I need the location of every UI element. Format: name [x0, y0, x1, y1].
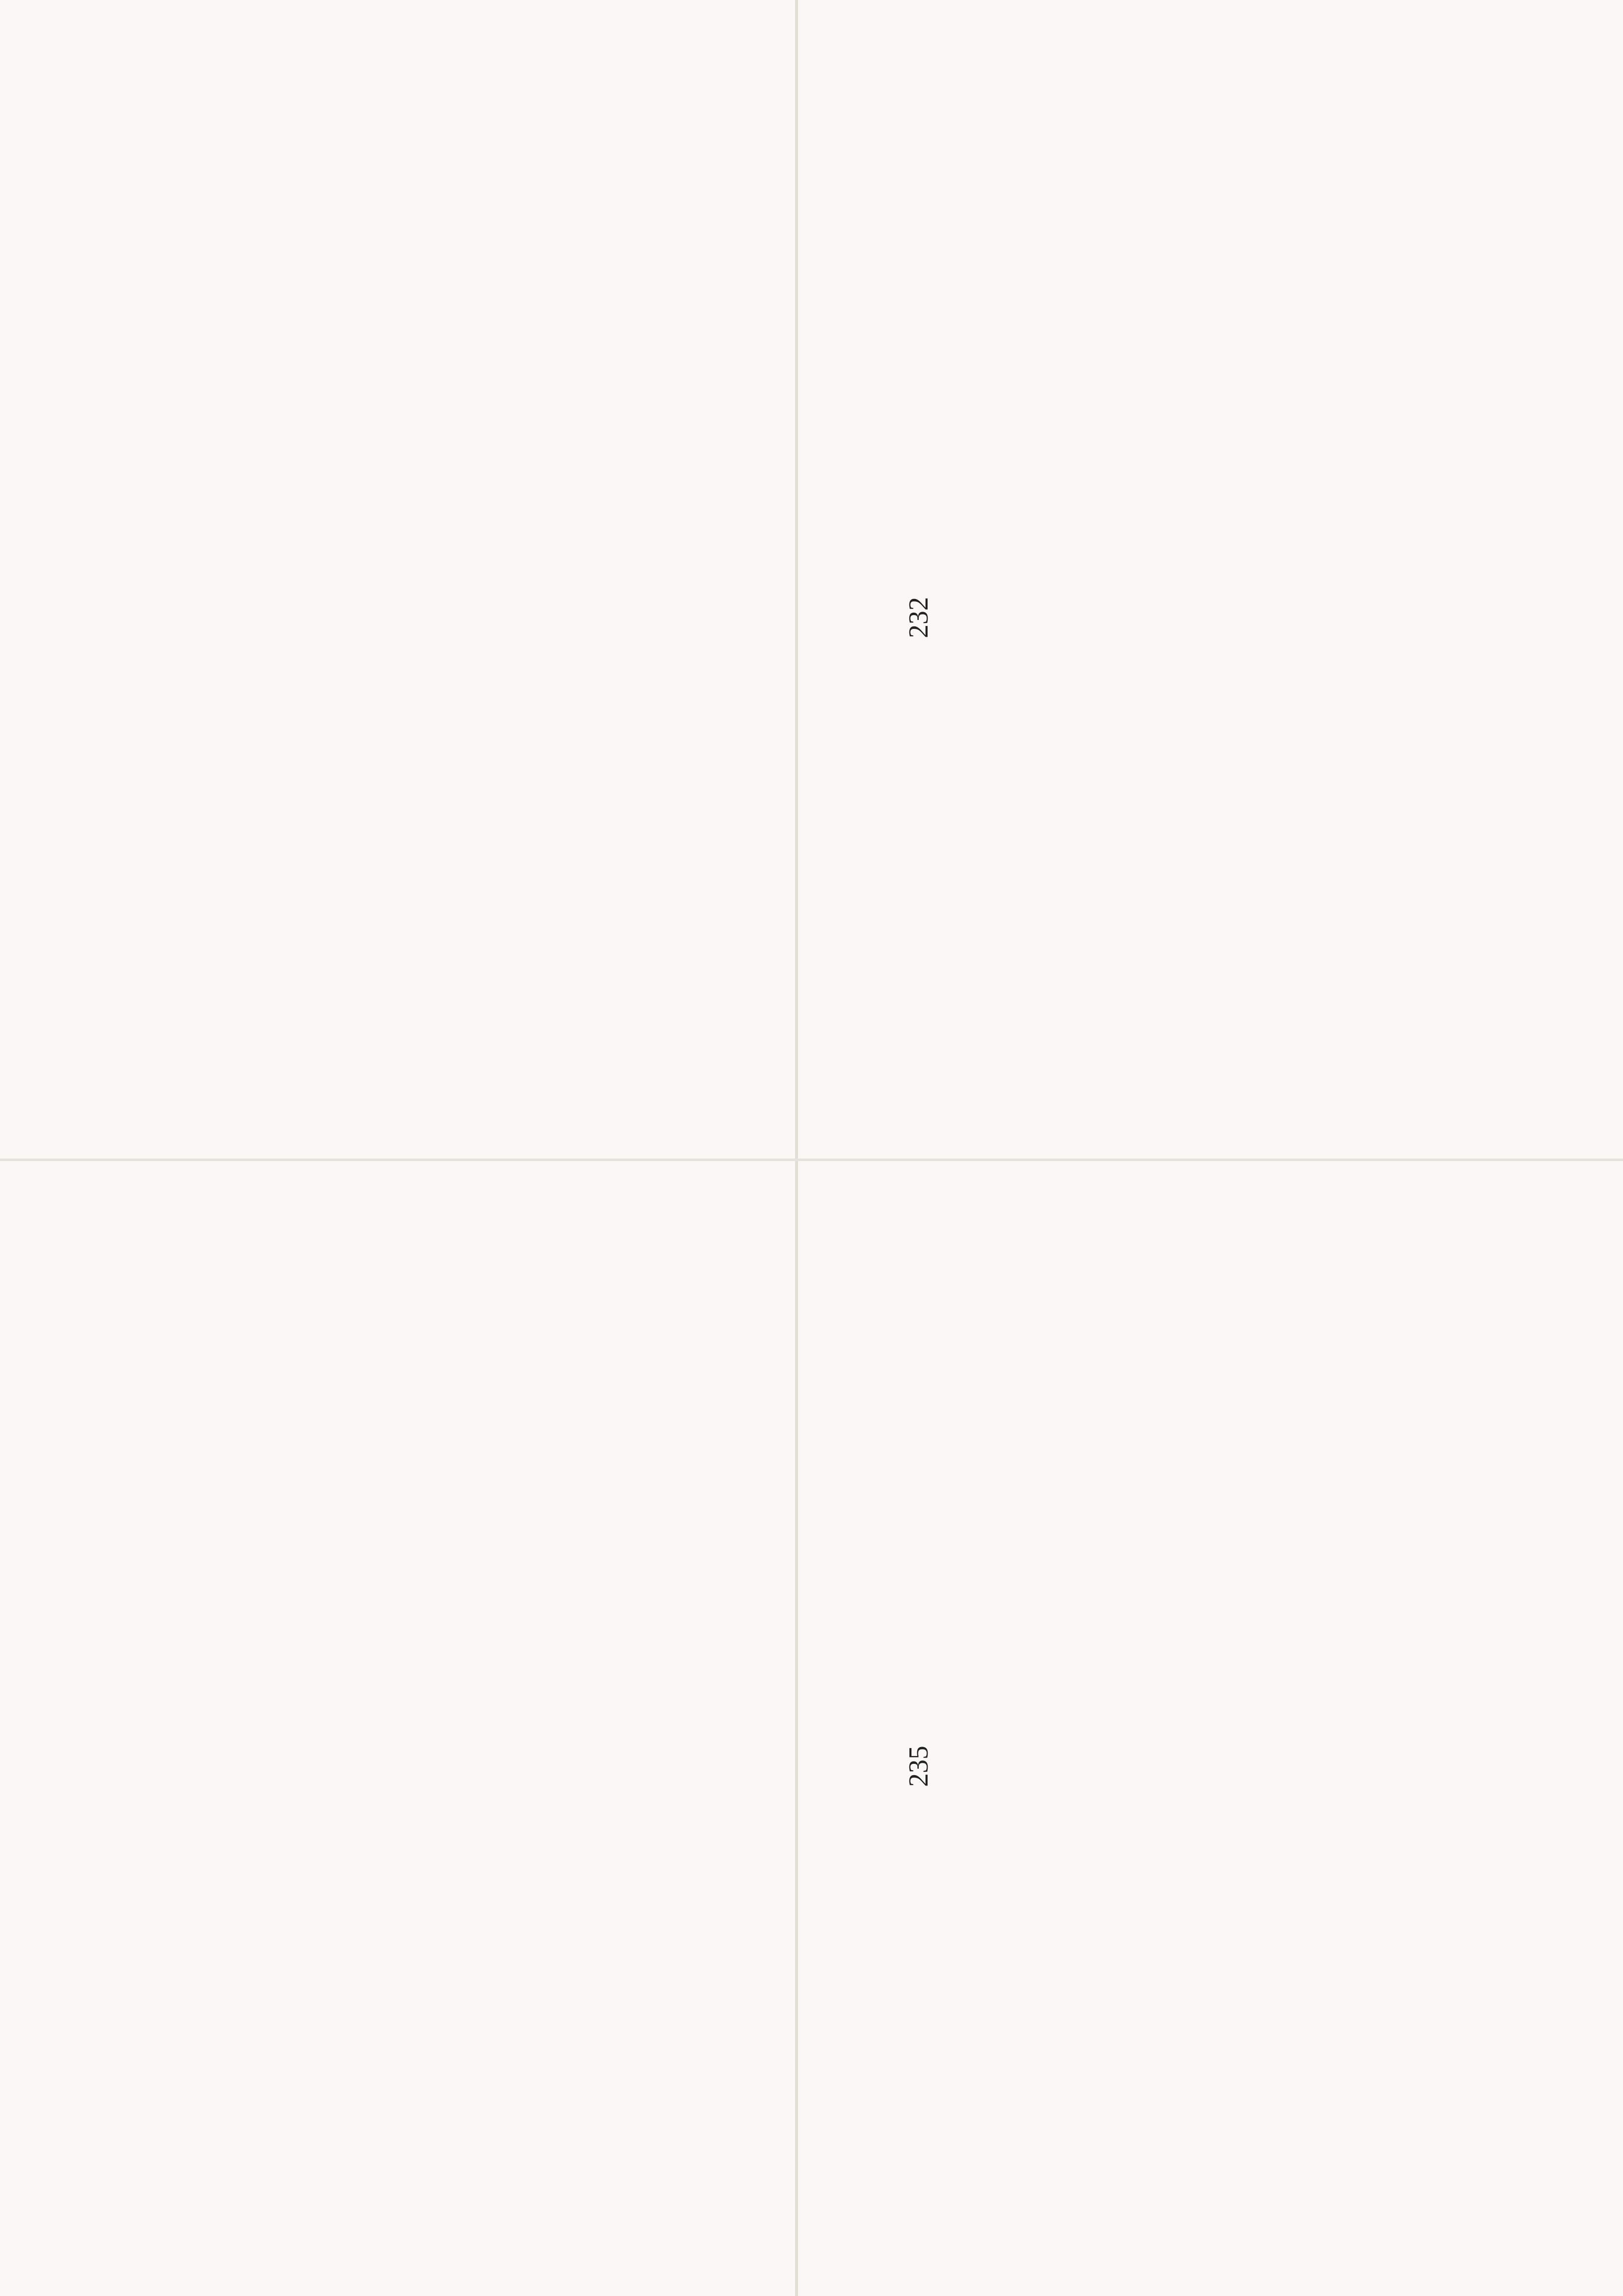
left-page-number: 235 — [904, 1746, 934, 1787]
horizontal-fold — [0, 1159, 1623, 1161]
right-page-number: 232 — [904, 597, 934, 638]
right-page — [167, 88, 934, 1129]
left-page — [167, 1237, 934, 2278]
